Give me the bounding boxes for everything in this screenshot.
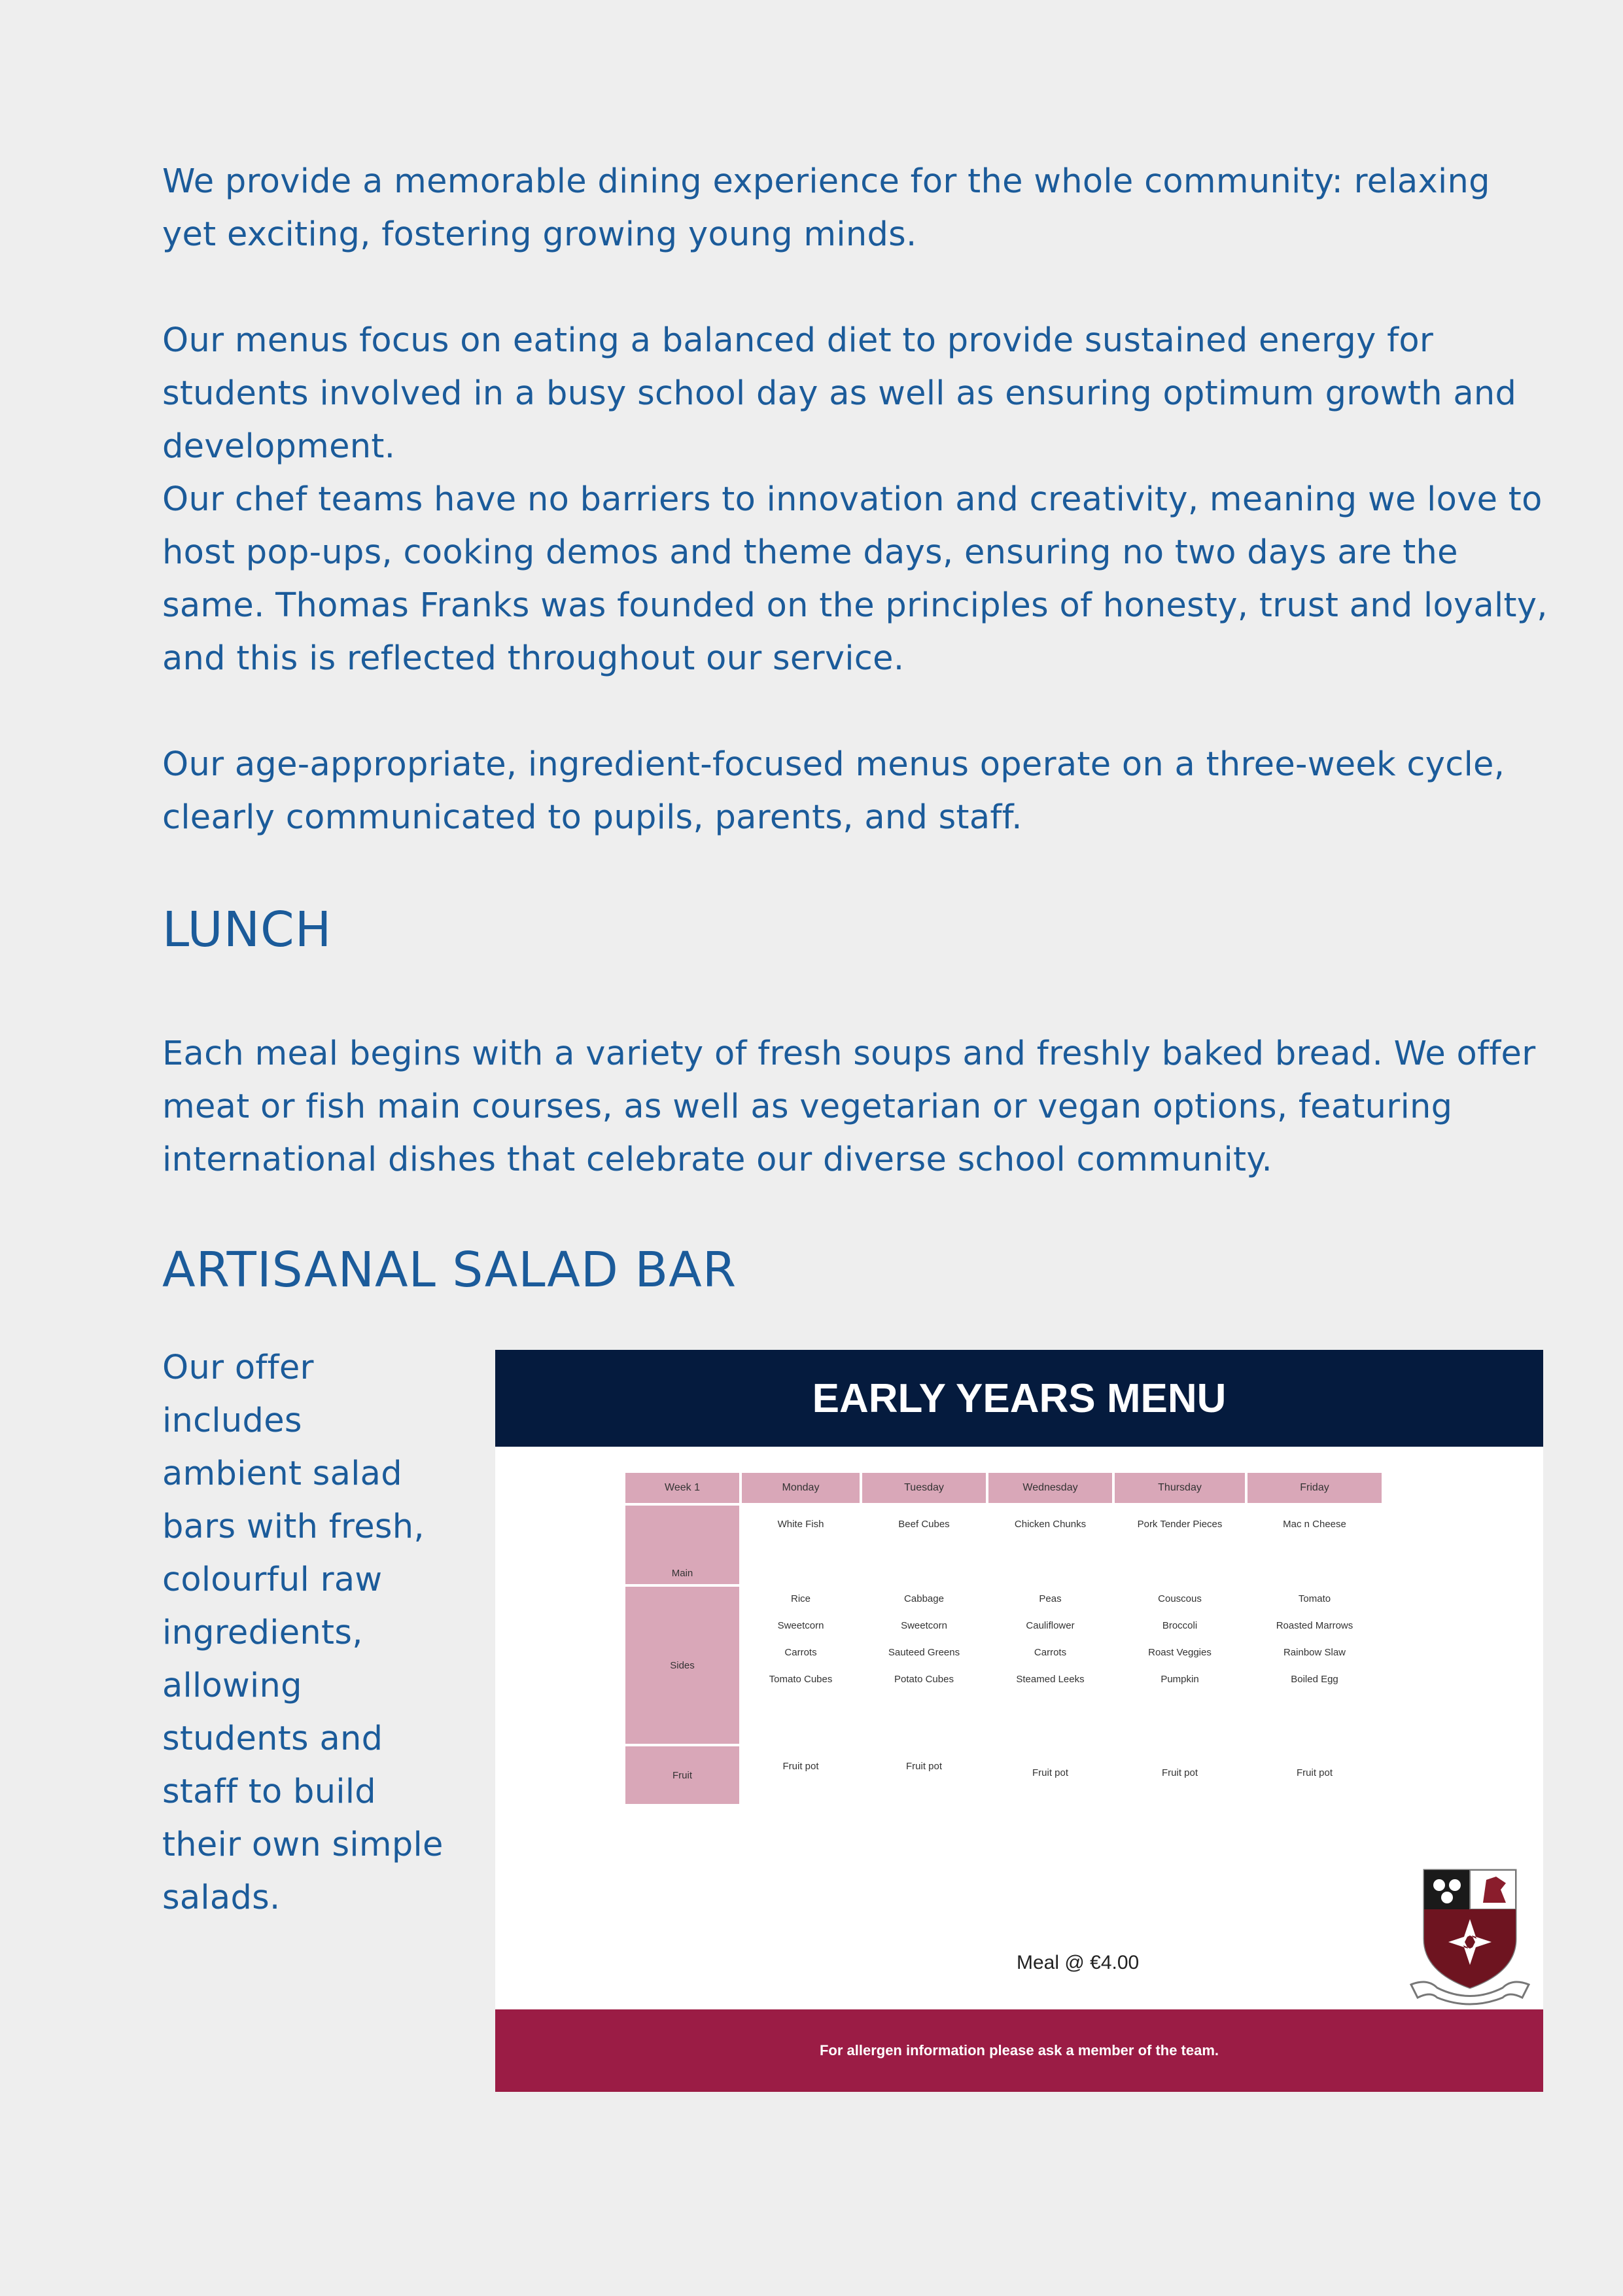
meal-price: Meal @ €4.00 — [1017, 1952, 1140, 1973]
main-wednesday: Chicken Chunks — [1014, 1519, 1087, 1530]
fruit-monday: Fruit pot — [782, 1761, 819, 1772]
sides-tuesday — [862, 1585, 986, 1693]
intro-paragraph-3: Our chef teams have no barriers to innovation and creativity, meaning we love to host pop-ups, cooking demos and theme days, ensuring no two days are the same. Thomas Franks was founded on the principles of honesty, trust and loyalty, and this is reflected throughout our service. — [162, 480, 1548, 678]
school-crest-logo — [1408, 1867, 1532, 2007]
side-item: Roast Veggies — [1148, 1647, 1212, 1658]
side-item: Sauteed Greens — [888, 1647, 960, 1658]
day-header-wednesday: Wednesday — [988, 1473, 1112, 1503]
intro-paragraph-4: Our age-appropriate, ingredient-focused menus operate on a three-week cycle, clearly communicated to pupils, parents, and staff. — [162, 745, 1505, 837]
day-header-friday: Friday — [1248, 1473, 1382, 1503]
sides-friday — [1248, 1585, 1382, 1693]
side-item: Sweetcorn — [777, 1620, 824, 1631]
side-item: Sweetcorn — [901, 1620, 947, 1631]
main-friday: Mac n Cheese — [1283, 1519, 1346, 1530]
side-item: Rice — [790, 1593, 811, 1604]
menu-title: EARLY YEARS MENU — [812, 1375, 1227, 1421]
fruit-thursday: Fruit pot — [1161, 1767, 1198, 1778]
row-label-main — [625, 1506, 739, 1584]
intro-paragraph-1: We provide a memorable dining experience for the whole community: relaxing yet exciting, fostering growing young minds. — [162, 162, 1490, 254]
sides-thursday — [1115, 1585, 1245, 1693]
side-item: Rainbow Slaw — [1283, 1647, 1346, 1658]
day-header-thursday: Thursday — [1115, 1473, 1245, 1503]
salad-bar-heading: ARTISANAL SALAD BAR — [162, 1242, 737, 1298]
row-label-fruit — [625, 1746, 739, 1804]
side-item: Broccoli — [1162, 1620, 1198, 1631]
salad-bar-description: Our offer includes ambient salad bars with fresh, colourful raw ingredients, allowing students and staff to build their own simple salads. — [162, 1349, 444, 1917]
row-label-sides-text: Sides — [670, 1659, 695, 1671]
sides-monday — [742, 1585, 860, 1693]
intro-paragraph-2: Our menus focus on eating a balanced diet to provide sustained energy for students involved in a busy school day as well as ensuring optimum growth and development. — [162, 321, 1517, 466]
row-label-fruit-text: Fruit — [672, 1769, 692, 1781]
side-item: Pumpkin — [1161, 1674, 1199, 1685]
day-header-monday: Monday — [742, 1473, 860, 1503]
fruit-tuesday: Fruit pot — [905, 1761, 943, 1772]
side-item: Steamed Leeks — [1016, 1674, 1085, 1685]
main-tuesday: Beef Cubes — [898, 1519, 950, 1530]
side-item: Boiled Egg — [1291, 1674, 1338, 1685]
menu-footer — [495, 2009, 1543, 2092]
week-label: Week 1 — [625, 1473, 739, 1503]
allergen-note: For allergen information please ask a member of the team. — [819, 2042, 1219, 2058]
menu-header — [495, 1350, 1543, 1447]
side-item: Cabbage — [904, 1593, 944, 1604]
lunch-heading: LUNCH — [162, 902, 332, 958]
row-label-sides — [625, 1587, 739, 1744]
fruit-wednesday: Fruit pot — [1032, 1767, 1069, 1778]
day-header-tuesday: Tuesday — [862, 1473, 986, 1503]
side-item: Tomato — [1298, 1593, 1331, 1604]
row-label-main-text: Main — [671, 1568, 693, 1579]
side-item: Potato Cubes — [894, 1674, 954, 1685]
sides-wednesday — [988, 1585, 1112, 1693]
fruit-friday: Fruit pot — [1296, 1767, 1333, 1778]
side-item: Tomato Cubes — [769, 1674, 833, 1685]
side-item: Roasted Marrows — [1276, 1620, 1353, 1631]
side-item: Peas — [1039, 1593, 1062, 1604]
side-item: Couscous — [1158, 1593, 1202, 1604]
side-item: Carrots — [784, 1647, 817, 1658]
side-item: Carrots — [1034, 1647, 1067, 1658]
early-years-menu-image — [495, 1350, 1543, 2092]
main-monday: White Fish — [777, 1519, 824, 1530]
lunch-description: Each meal begins with a variety of fresh soups and freshly baked bread. We offer meat or fish main courses, as well as vegetarian or vegan options, featuring international dishes that celebrate our diverse school community. — [162, 1034, 1536, 1179]
main-thursday: Pork Tender Pieces — [1137, 1519, 1223, 1530]
side-item: Cauliflower — [1026, 1620, 1075, 1631]
